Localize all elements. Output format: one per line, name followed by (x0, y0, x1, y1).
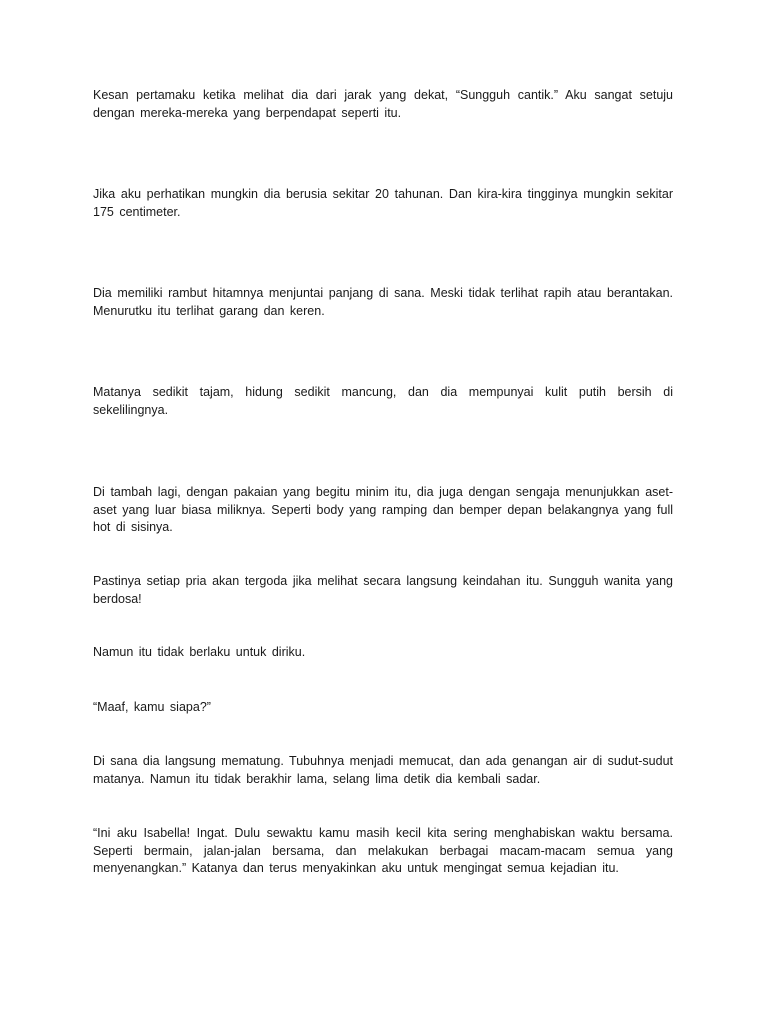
paragraph-1: Kesan pertamaku ketika melihat dia dari jarak yang dekat, “Sungguh cantik.” Aku sangat setuju dengan mereka-mereka yang berpendapat seperti itu. (93, 88, 673, 120)
paragraph-9: Di sana dia langsung mematung. Tubuhnya menjadi memucat, dan ada genangan air di sudut-sudut matanya. Namun itu tidak berakhir lama, selang lima detik dia kembali sadar. (93, 754, 673, 786)
paragraph-8: “Maaf, kamu siapa?” (93, 700, 211, 714)
paragraph-7: Namun itu tidak berlaku untuk diriku. (93, 645, 306, 659)
paragraph-10: “Ini aku Isabella! Ingat. Dulu sewaktu kamu masih kecil kita sering menghabiskan waktu bersama. Seperti bermain, jalan-jalan bersama, dan melakukan berbagai macam-macam semua yang menyenangkan.” Katanya dan terus menyakinkan aku untuk mengingat semua kejadian itu. (93, 826, 673, 875)
paragraph-4: Matanya sedikit tajam, hidung sedikit mancung, dan dia mempunyai kulit putih bersih di sekelilingnya. (93, 385, 673, 417)
paragraph-2: Jika aku perhatikan mungkin dia berusia sekitar 20 tahunan. Dan kira-kira tingginya mungkin sekitar 175 centimeter. (93, 187, 673, 219)
paragraph-3: Dia memiliki rambut hitamnya menjuntai panjang di sana. Meski tidak terlihat rapih atau berantakan. Menurutku itu terlihat garang dan keren. (93, 286, 673, 318)
paragraph-6: Pastinya setiap pria akan tergoda jika melihat secara langsung keindahan itu. Sungguh wanita yang berdosa! (93, 574, 673, 606)
paragraph-5: Di tambah lagi, dengan pakaian yang begitu minim itu, dia juga dengan sengaja menunjukkan aset-aset yang luar biasa miliknya. Seperti body yang ramping dan bemper depan belakangnya yang full hot di sisinya. (93, 485, 673, 534)
